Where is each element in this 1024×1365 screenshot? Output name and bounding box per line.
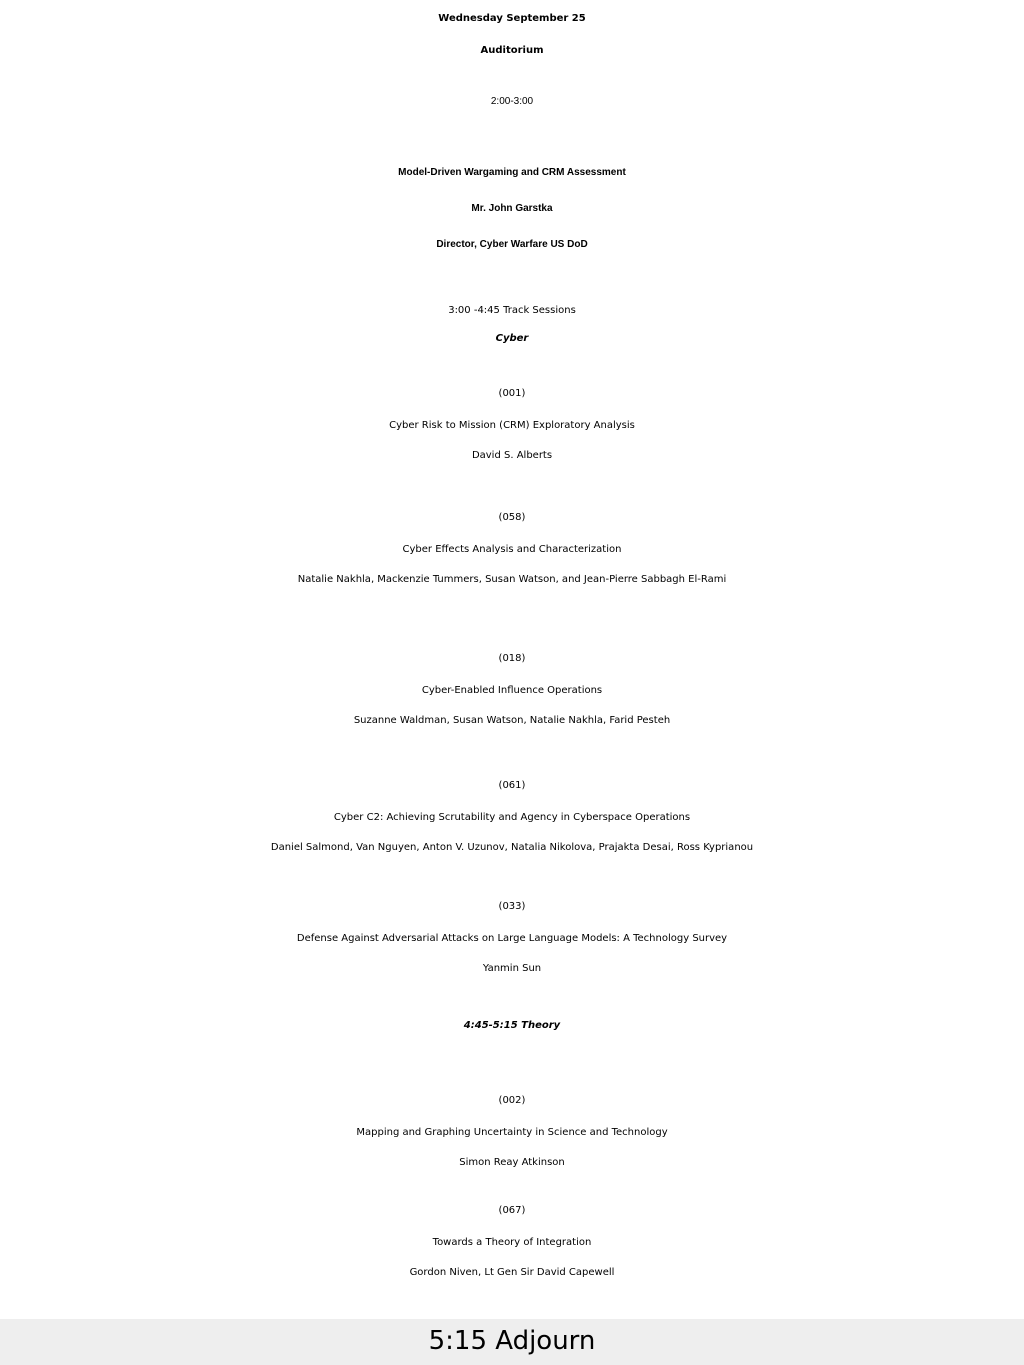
paper-authors: Daniel Salmond, Van Nguyen, Anton V. Uzunov, Natalia Nikolova, Prajakta Desai, Ross Kyprianou (270, 842, 754, 853)
paper-authors: Natalie Nakhla, Mackenzie Tummers, Susan Watson, and Jean-Pierre Sabbagh El-Rami (297, 574, 727, 585)
paper-number: (061) (498, 780, 526, 791)
adjourn-label: 5:15 Adjourn (428, 1326, 596, 1356)
plenary-role: Director, Cyber Warfare US DoD (436, 239, 588, 250)
paper-authors: Simon Reay Atkinson (459, 1157, 565, 1168)
paper-number: (067) (498, 1205, 526, 1216)
adjourn-bar (0, 1319, 1024, 1365)
plenary-speaker: Mr. John Garstka (471, 203, 553, 214)
day-heading: Wednesday September 25 (438, 13, 586, 24)
paper-title: Mapping and Graphing Uncertainty in Science and Technology (356, 1127, 668, 1138)
paper-title: Cyber-Enabled Influence Operations (421, 685, 603, 696)
paper-title: Cyber Effects Analysis and Characterization (402, 544, 622, 555)
paper-number: (001) (498, 388, 526, 399)
plenary-title: Model-Driven Wargaming and CRM Assessment (398, 167, 626, 178)
paper-number: (033) (498, 901, 526, 912)
paper-authors: Yanmin Sun (482, 963, 542, 974)
paper-title: Cyber Risk to Mission (CRM) Exploratory Analysis (389, 420, 635, 431)
paper-title: Defense Against Adversarial Attacks on Large Language Models: A Technology Survey (296, 933, 728, 944)
track-time: 3:00 -4:45 Track Sessions (448, 305, 576, 316)
paper-authors: David S. Alberts (471, 450, 553, 461)
paper-number: (058) (498, 512, 526, 523)
theory-heading: 4:45-5:15 Theory (463, 1020, 561, 1031)
paper-number: (018) (498, 653, 526, 664)
track-name: Cyber (495, 333, 529, 344)
paper-title: Towards a Theory of Integration (432, 1237, 592, 1248)
paper-authors: Gordon Niven, Lt Gen Sir David Capewell (409, 1267, 615, 1278)
paper-authors: Suzanne Waldman, Susan Watson, Natalie Nakhla, Farid Pesteh (353, 715, 671, 726)
paper-number: (002) (498, 1095, 526, 1106)
plenary-time: 2:00-3:00 (490, 96, 534, 107)
paper-title: Cyber C2: Achieving Scrutability and Agency in Cyberspace Operations (333, 812, 691, 823)
room-heading: Auditorium (480, 45, 544, 56)
